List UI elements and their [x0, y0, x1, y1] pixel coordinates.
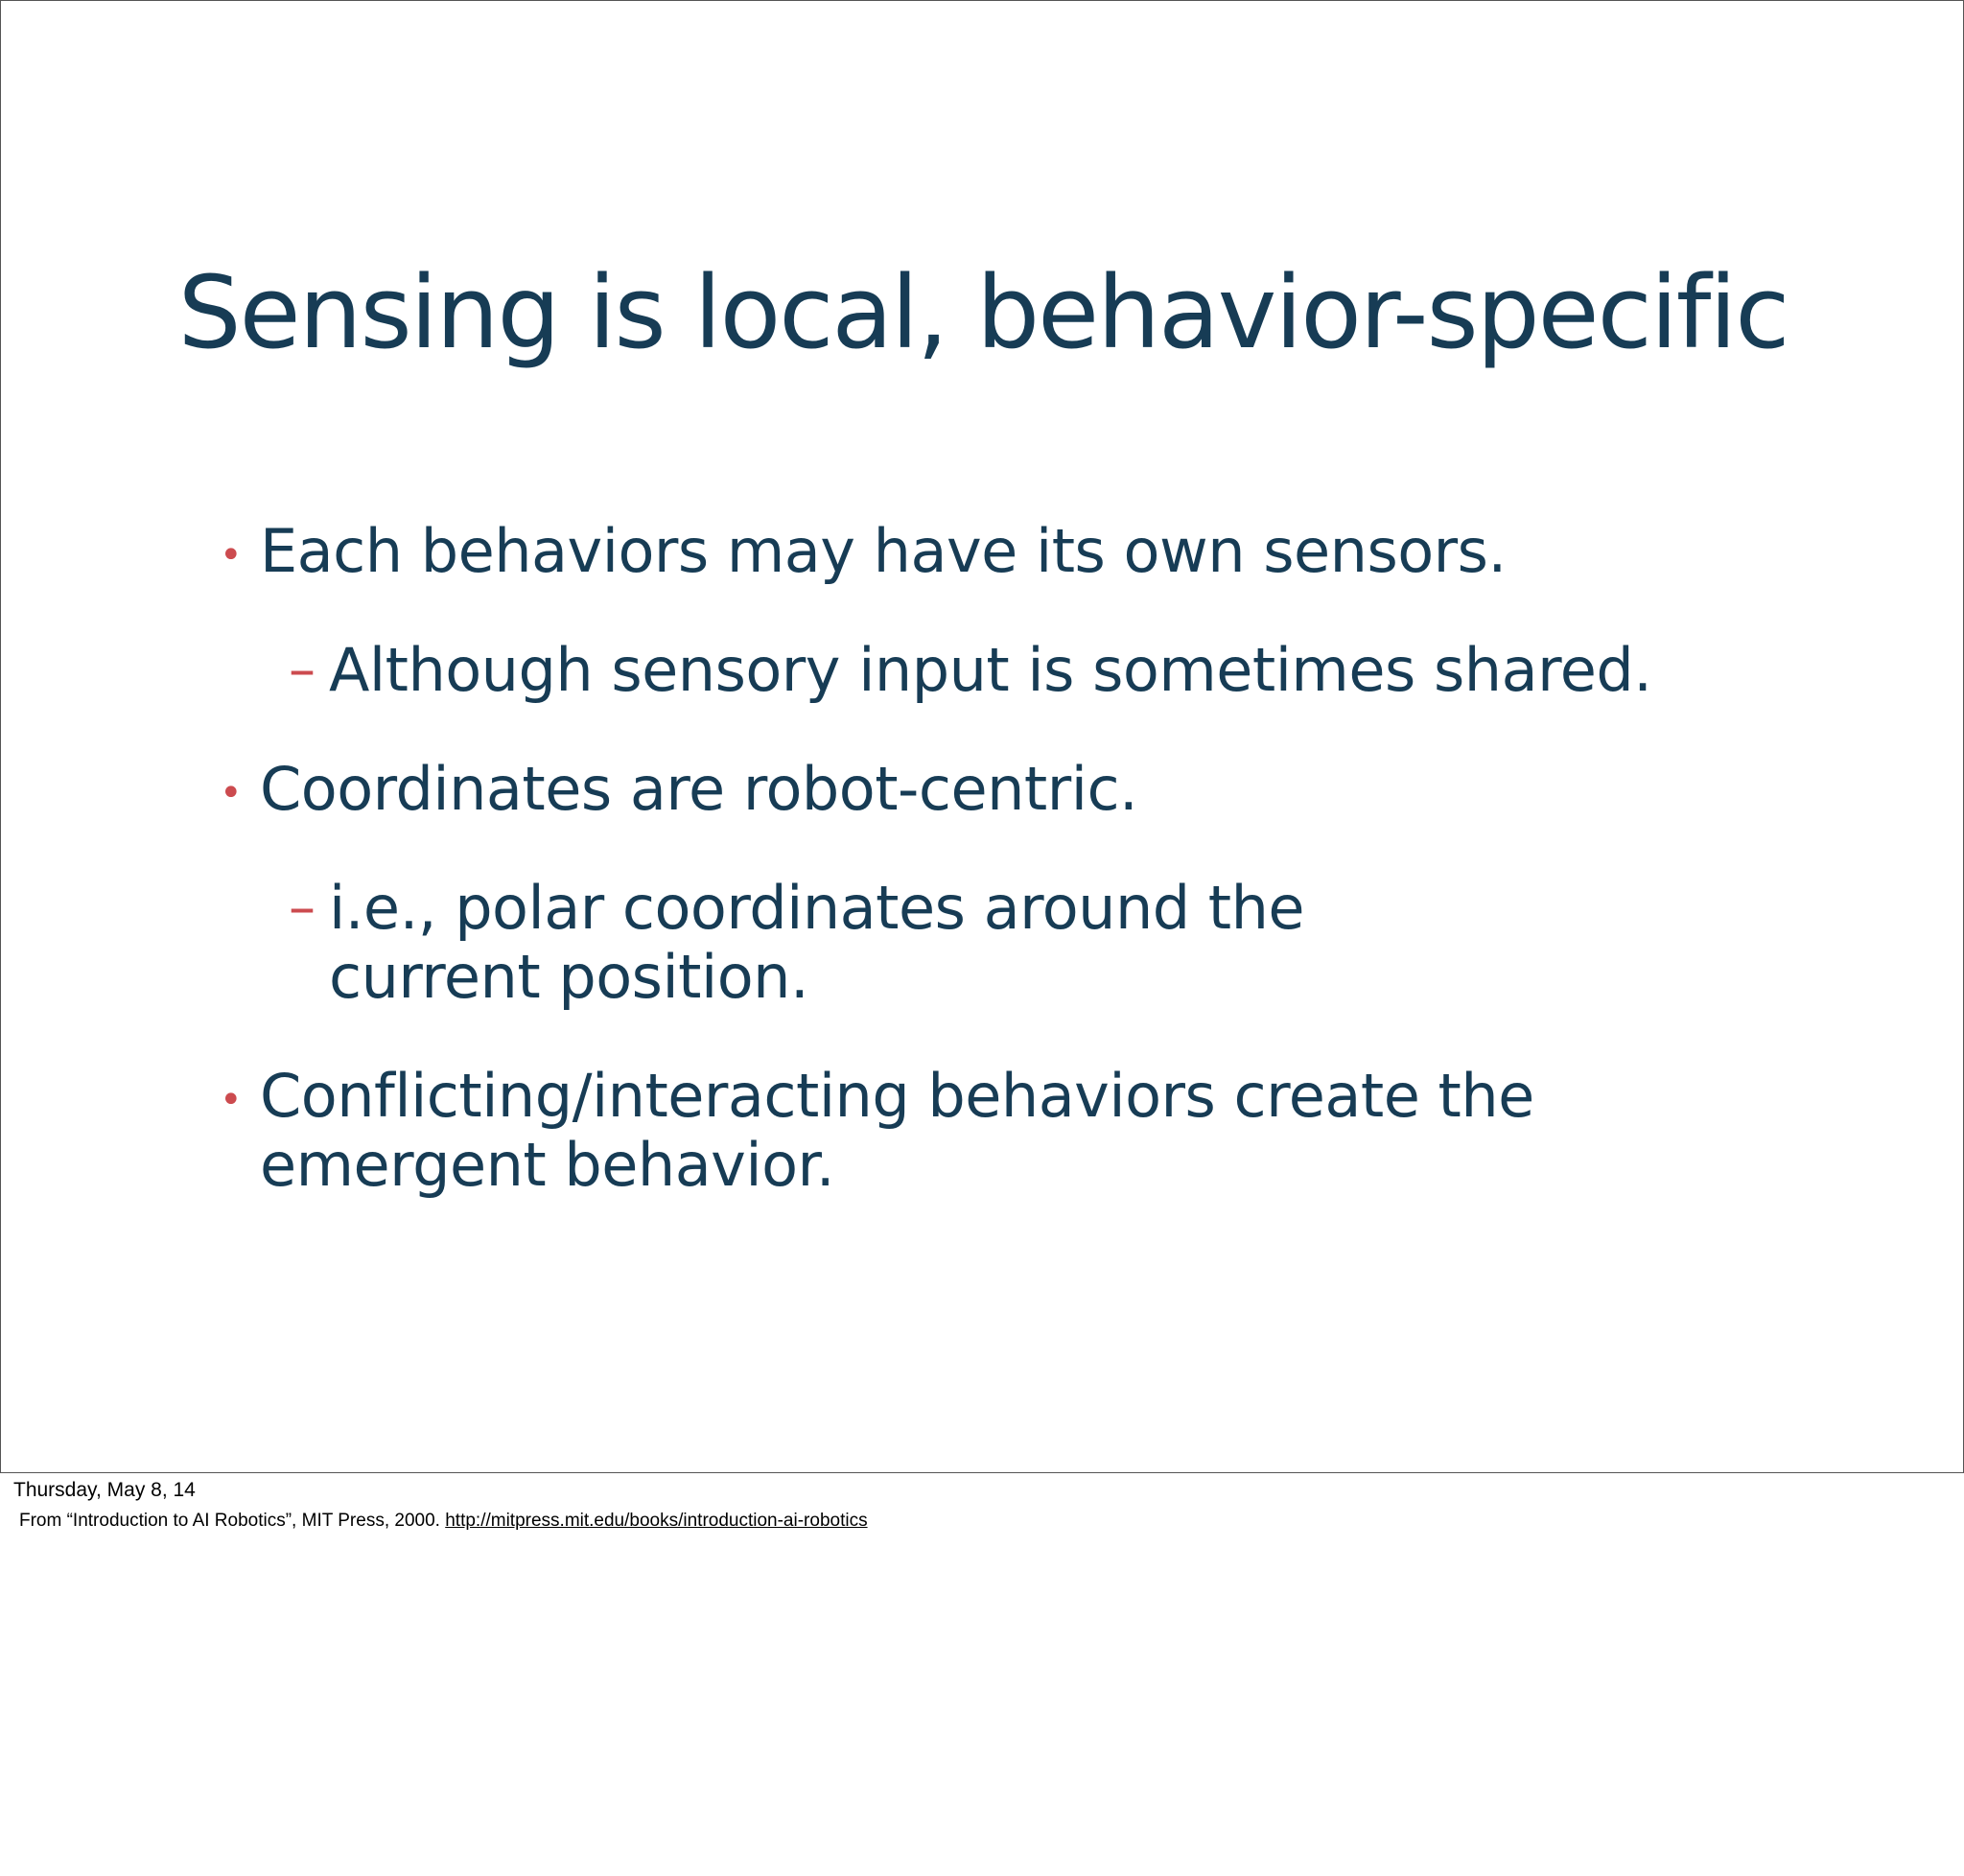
footer-date: Thursday, May 8, 14: [13, 1479, 196, 1501]
slide-title: Sensing is local, behavior-specific: [177, 254, 1789, 371]
footer-source: [19, 1508, 868, 1535]
source-link[interactable]: http://mitpress.mit.edu/books/introduction-ai-robotics: [445, 1511, 868, 1531]
bullet-item: [220, 1062, 1583, 1200]
dash-icon: –: [289, 877, 316, 939]
sub-bullet-text: Although sensory input is sometimes shared.: [329, 635, 1652, 705]
bullet-dot-icon: •: [220, 771, 243, 815]
bullet-dot-icon: •: [220, 1078, 243, 1122]
bullet-dot-icon: •: [220, 533, 243, 577]
sub-bullet-item: [289, 874, 1518, 1012]
bullet-text: Conflicting/interacting behaviors create the emergent behavior.: [260, 1061, 1534, 1200]
bullet-item: [220, 517, 1716, 586]
sub-bullet-item: [289, 636, 1716, 705]
bullet-text: Each behaviors may have its own sensors.: [260, 516, 1507, 586]
dash-icon: –: [289, 639, 316, 701]
sub-bullet-text: i.e., polar coordinates around the current position.: [329, 873, 1305, 1012]
bullet-list: [220, 517, 1716, 1250]
bullet-item: [220, 755, 1716, 824]
source-citation: From “Introduction to AI Robotics”, MIT Press, 2000.: [19, 1511, 440, 1531]
bullet-text: Coordinates are robot-centric.: [260, 754, 1138, 824]
